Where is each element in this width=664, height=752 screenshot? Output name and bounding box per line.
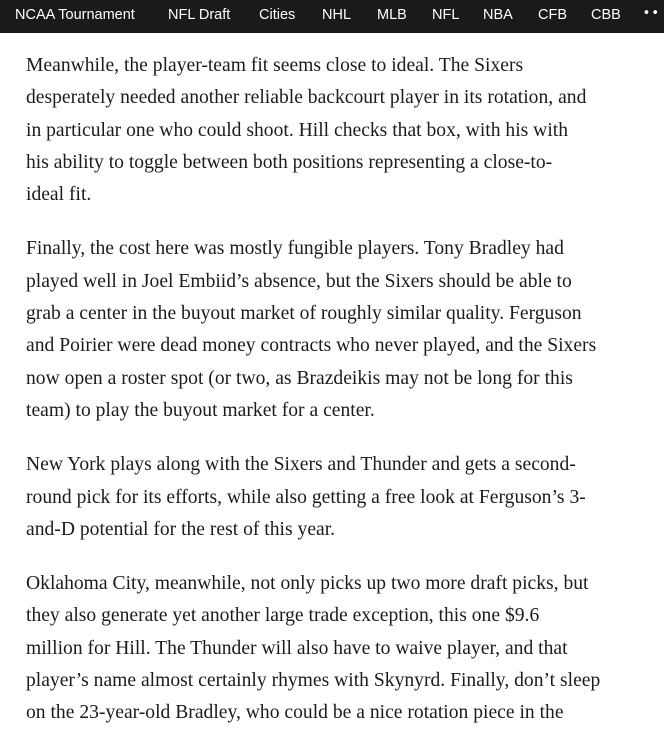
nav-item-cfb[interactable]: CFB: [538, 7, 567, 23]
nav-item-ncaa-tournament[interactable]: NCAA Tournament: [15, 7, 135, 23]
nav-item-nfl-draft[interactable]: NFL Draft: [168, 7, 231, 23]
article-body: [26, 50, 656, 752]
article-paragraph: Meanwhile, the player-team fit seems close to ideal. The Sixers desperately needed another reliable backcourt player in its rotation, and in particular one who could shoot. Hill checks that box, with his with his ability to toggle between both positions representing a close-to- ideal fit.: [26, 55, 587, 206]
article-paragraph: Oklahoma City, meanwhile, not only picks up two more draft picks, but they also generate yet another large trade exception, this one $9.6 million for Hill. The Thunder will also have to waive player, and that player’s name almost certainly rhymes with Skynyrd. Finally, don’t sleep on the 23-year-old Bradley, who could be a nice rotation piece in the: [26, 573, 601, 724]
nav-item-mlb[interactable]: MLB: [377, 7, 407, 23]
nav-item-nfl[interactable]: NFL: [432, 7, 460, 23]
article-paragraph: New York plays along with the Sixers and Thunder and gets a second- round pick for its efforts, while also getting a free look at Ferguson’s 3- and-D potential for the rest of this year.: [26, 454, 586, 540]
more-menu-icon[interactable]: ••: [642, 6, 660, 21]
nav-item-nhl[interactable]: NHL: [322, 7, 352, 23]
nav-item-cbb[interactable]: CBB: [591, 7, 621, 23]
article-paragraph: Finally, the cost here was mostly fungible players. Tony Bradley had played well in Joel Embiid’s absence, but the Sixers should be able to grab a center in the buyout market of roughly similar quality. Ferguson and Poirier were dead money contracts who never played, and the Sixers now open a roster spot (or two, as Brazdeikis may not be long for this team) to play the buyout market for a center.: [26, 238, 597, 421]
nav-item-nba[interactable]: NBA: [483, 7, 513, 23]
nav-item-cities[interactable]: Cities: [259, 7, 296, 23]
top-navigation-bar: [0, 0, 664, 33]
